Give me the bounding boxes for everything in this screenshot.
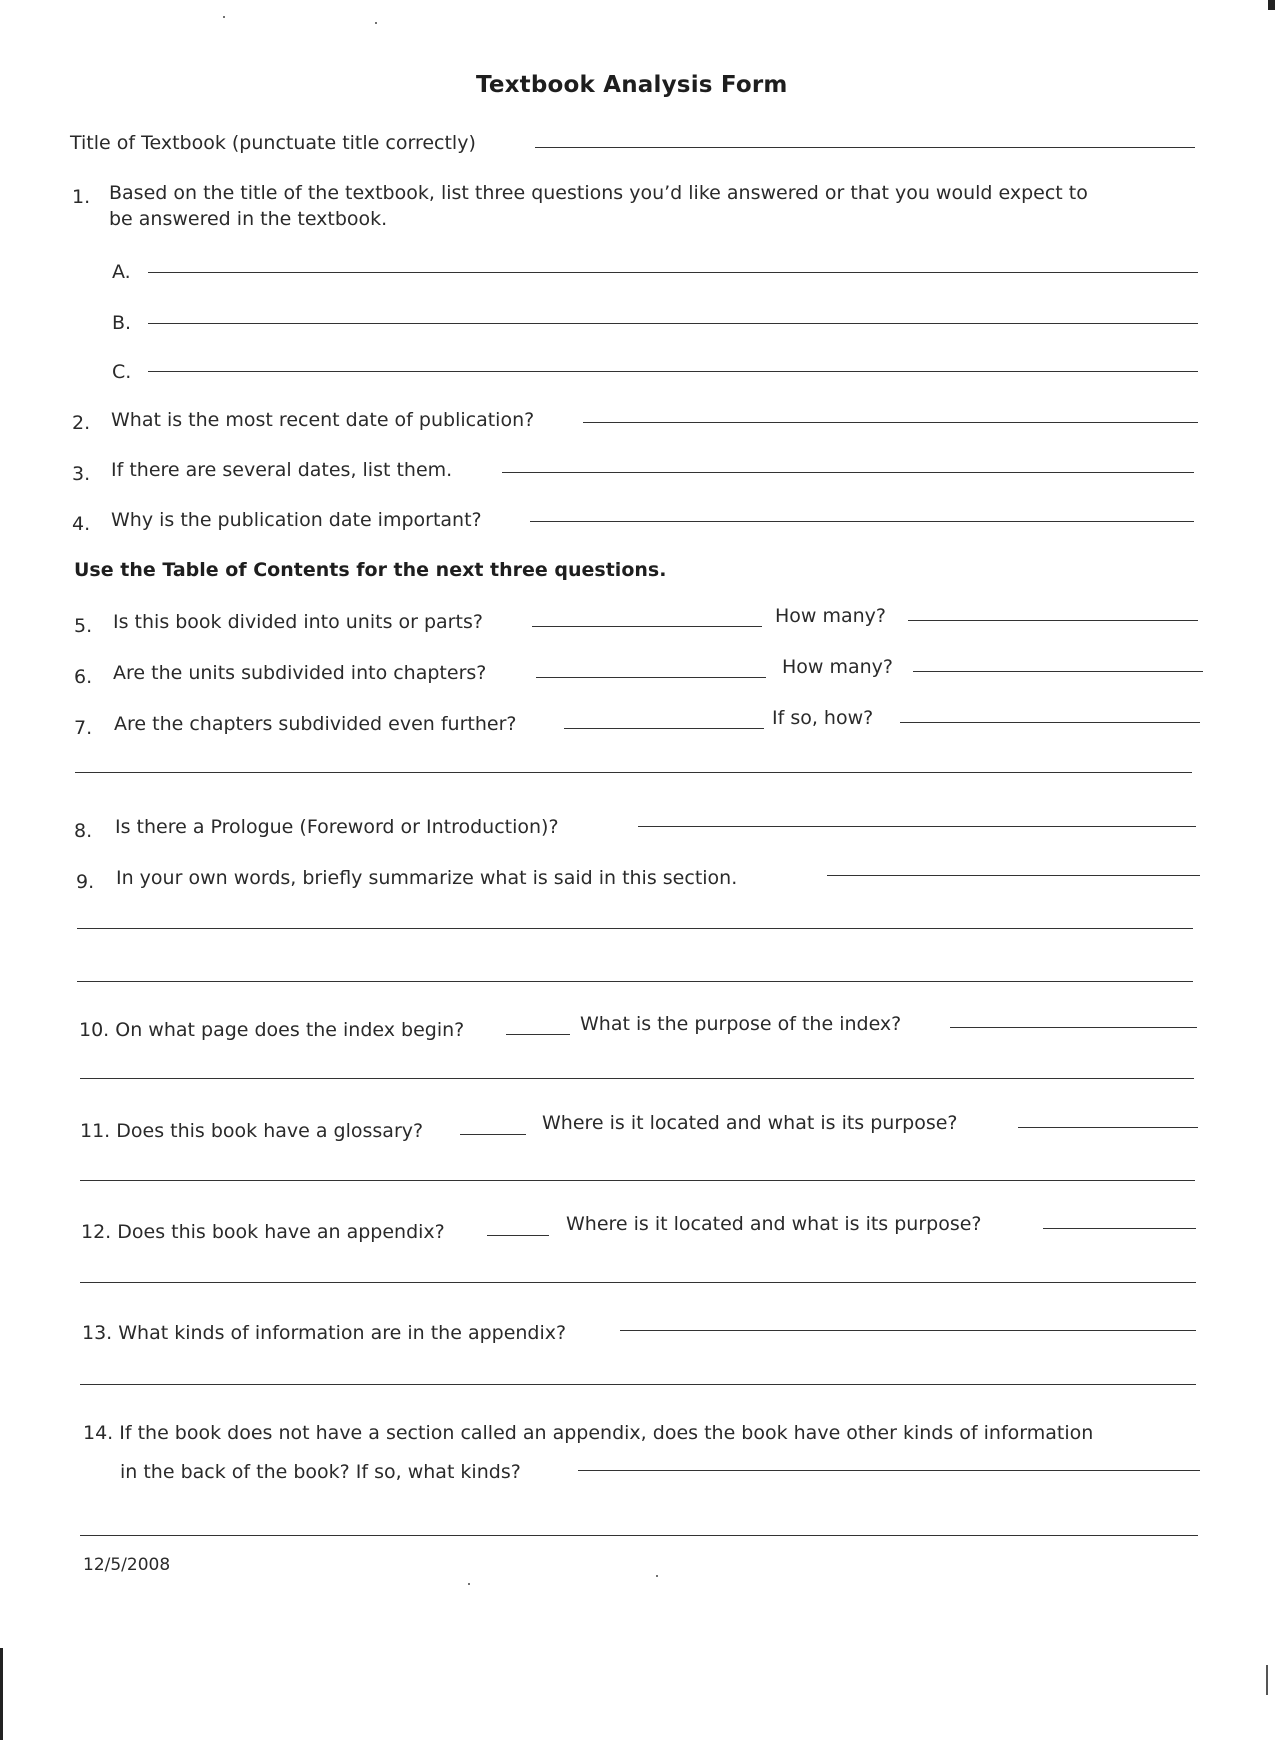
q3-line[interactable] bbox=[502, 472, 1194, 473]
scan-mark-top-right bbox=[1268, 0, 1275, 10]
q12-text: 12. Does this book have an appendix? bbox=[81, 1221, 445, 1243]
q1-text-line1: Based on the title of the textbook, list three questions you’d like answered or that you would expect to bbox=[109, 182, 1088, 204]
q5-text: Is this book divided into units or parts? bbox=[113, 611, 483, 633]
q3-number: 3. bbox=[72, 463, 91, 485]
q6-followup: How many? bbox=[782, 656, 894, 678]
q2-text: What is the most recent date of publication? bbox=[111, 409, 535, 431]
q6-number: 6. bbox=[74, 666, 93, 688]
q6-answer-line[interactable] bbox=[536, 677, 766, 678]
q3-text: If there are several dates, list them. bbox=[111, 459, 453, 481]
q10-answer-line[interactable] bbox=[506, 1034, 570, 1035]
q13-extra-line[interactable] bbox=[80, 1384, 1196, 1385]
q11-followup: Where is it located and what is its purpose? bbox=[542, 1112, 958, 1134]
q1-number: 1. bbox=[72, 186, 91, 208]
page-title: Textbook Analysis Form bbox=[476, 72, 788, 98]
q14-text-line1: 14. If the book does not have a section called an appendix, does the book have other kinds of information bbox=[83, 1422, 1094, 1444]
scan-speck bbox=[656, 1575, 658, 1577]
q14-line[interactable] bbox=[578, 1470, 1200, 1471]
q14-extra-line[interactable] bbox=[80, 1535, 1198, 1536]
q14-text-line2: in the back of the book? If so, what kinds? bbox=[120, 1461, 521, 1483]
q8-number: 8. bbox=[74, 820, 93, 842]
q5-followup: How many? bbox=[775, 605, 887, 627]
q10-followup: What is the purpose of the index? bbox=[580, 1013, 902, 1035]
q12-followup-line[interactable] bbox=[1043, 1228, 1196, 1229]
title-field-label: Title of Textbook (punctuate title correctly) bbox=[70, 132, 476, 154]
q1-option-c-label: C. bbox=[112, 361, 132, 383]
q11-answer-line[interactable] bbox=[460, 1134, 526, 1135]
q7-text: Are the chapters subdivided even further? bbox=[114, 713, 517, 735]
q7-number: 7. bbox=[74, 717, 93, 739]
scan-speck bbox=[223, 16, 225, 18]
q6-text: Are the units subdivided into chapters? bbox=[113, 662, 487, 684]
q10-text: 10. On what page does the index begin? bbox=[79, 1019, 465, 1041]
q11-text: 11. Does this book have a glossary? bbox=[80, 1120, 424, 1142]
q10-followup-line[interactable] bbox=[950, 1027, 1197, 1028]
q1-option-b-line[interactable] bbox=[148, 323, 1198, 324]
q5-answer-line[interactable] bbox=[532, 626, 762, 627]
q4-text: Why is the publication date important? bbox=[111, 509, 482, 531]
q5-followup-line[interactable] bbox=[908, 620, 1198, 621]
footer-date: 12/5/2008 bbox=[83, 1555, 171, 1575]
q7-extra-line[interactable] bbox=[75, 772, 1192, 773]
scan-mark-bottom-right bbox=[1266, 1665, 1268, 1695]
q13-text: 13. What kinds of information are in the appendix? bbox=[82, 1322, 567, 1344]
q7-followup: If so, how? bbox=[772, 707, 874, 729]
q1-option-c-line[interactable] bbox=[148, 371, 1198, 372]
q7-followup-line[interactable] bbox=[900, 722, 1200, 723]
q12-answer-line[interactable] bbox=[487, 1235, 549, 1236]
q5-number: 5. bbox=[74, 615, 93, 637]
scan-mark-bottom-left bbox=[0, 1648, 3, 1740]
q12-followup: Where is it located and what is its purpose? bbox=[566, 1213, 982, 1235]
q2-line[interactable] bbox=[583, 422, 1198, 423]
q1-option-a-label: A. bbox=[112, 261, 131, 283]
q8-text: Is there a Prologue (Foreword or Introduction)? bbox=[115, 816, 559, 838]
q10-extra-line[interactable] bbox=[80, 1078, 1194, 1079]
title-field-line[interactable] bbox=[535, 147, 1195, 148]
q7-answer-line[interactable] bbox=[564, 728, 764, 729]
q2-number: 2. bbox=[72, 412, 91, 434]
q4-number: 4. bbox=[72, 513, 91, 535]
q12-extra-line[interactable] bbox=[80, 1282, 1196, 1283]
q4-line[interactable] bbox=[530, 521, 1194, 522]
q1-text-line2: be answered in the textbook. bbox=[109, 208, 388, 230]
q1-option-b-label: B. bbox=[112, 312, 132, 334]
q11-extra-line[interactable] bbox=[80, 1180, 1195, 1181]
section-heading: Use the Table of Contents for the next three questions. bbox=[74, 559, 667, 581]
q9-extra-line-1[interactable] bbox=[77, 928, 1193, 929]
q13-line[interactable] bbox=[620, 1330, 1196, 1331]
q11-followup-line[interactable] bbox=[1018, 1127, 1198, 1128]
scan-speck bbox=[468, 1583, 470, 1585]
q9-text: In your own words, briefly summarize what is said in this section. bbox=[116, 867, 738, 889]
q9-line[interactable] bbox=[827, 875, 1200, 876]
q8-line[interactable] bbox=[638, 826, 1196, 827]
q9-number: 9. bbox=[76, 871, 95, 893]
q9-extra-line-2[interactable] bbox=[77, 981, 1193, 982]
scan-speck bbox=[375, 22, 377, 24]
q1-option-a-line[interactable] bbox=[148, 272, 1198, 273]
q6-followup-line[interactable] bbox=[913, 671, 1203, 672]
